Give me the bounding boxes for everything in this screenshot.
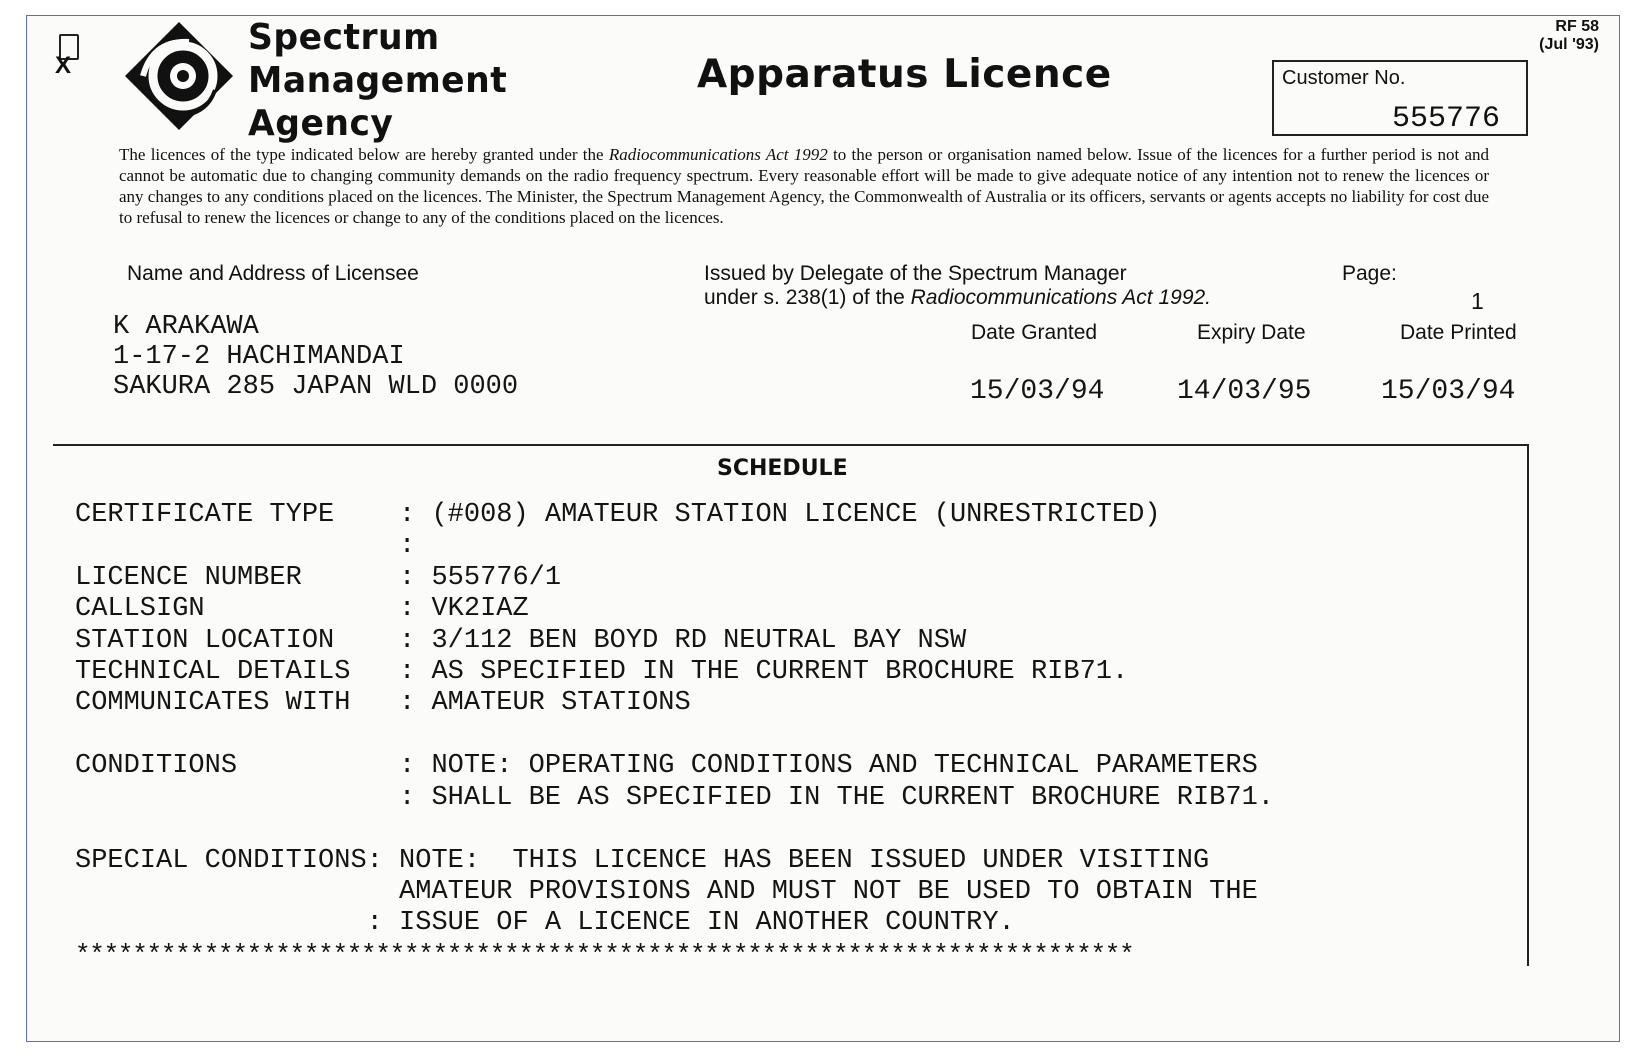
licensee-address: [113, 312, 518, 402]
date-granted-label: Date Granted: [971, 321, 1098, 344]
preamble-act-name: Radiocommunications Act 1992: [608, 145, 828, 164]
licensee-label: Name and Address of Licensee: [127, 262, 419, 285]
preamble-text: [119, 144, 1489, 228]
schedule-row: :: [75, 531, 416, 561]
form-code-date: (Jul '93): [1539, 36, 1599, 53]
expiry-date-label: Expiry Date: [1197, 321, 1306, 344]
schedule-row: : SHALL BE AS SPECIFIED IN THE CURRENT BROCHURE RIB71.: [75, 783, 1274, 813]
date-printed-label: Date Printed: [1400, 321, 1517, 344]
preamble-part: to the person or organisation named below. Issue of the licences for a further period is not and cannot be automatic due to changing community demands on the radio frequency spectrum. Every reasonable effort will be made to give adequate notice of any intention not to renew the licences or any changes to any conditions placed on the licences. The Minister, the Spectrum Management Agency, the Commonwealth of Australia or its officers, servants or agents accepts no liability for cost due to refusal to renew the licences or change to any of the conditions placed on the licences.: [119, 145, 1489, 227]
agency-name-line: Management: [248, 60, 508, 101]
issued-under-line: [704, 286, 1211, 310]
expiry-date-value: 14/03/95: [1177, 376, 1312, 407]
schedule-row: : ISSUE OF A LICENCE IN ANOTHER COUNTRY.: [75, 908, 1015, 938]
schedule-row: CERTIFICATE TYPE : (#008) AMATEUR STATION LICENCE (UNRESTRICTED): [75, 500, 1161, 530]
schedule-row: AMATEUR PROVISIONS AND MUST NOT BE USED TO OBTAIN THE: [75, 877, 1258, 907]
agency-name-line: Spectrum: [248, 17, 440, 58]
schedule-row: CALLSIGN : VK2IAZ: [75, 594, 529, 624]
schedule-row: COMMUNICATES WITH : AMATEUR STATIONS: [75, 688, 691, 718]
date-printed-value: 15/03/94: [1381, 376, 1516, 407]
agency-name: [248, 16, 518, 145]
form-code: [1539, 18, 1599, 54]
schedule-row: STATION LOCATION : 3/112 BEN BOYD RD NEUTRAL BAY NSW: [75, 626, 967, 656]
checkbox-mark: X: [55, 52, 72, 79]
customer-number-label: Customer No.: [1282, 67, 1406, 89]
date-granted-value: 15/03/94: [970, 376, 1105, 407]
agency-name-line: Agency: [248, 103, 394, 144]
form-code-number: RF 58: [1555, 18, 1599, 35]
asterisk-separator: **************************************************************************: [75, 940, 1134, 970]
customer-number-box: [1272, 60, 1528, 136]
page-number: 1: [1471, 288, 1484, 314]
licensee-address-line: 1-17-2 HACHIMANDAI: [113, 342, 405, 372]
schedule-title: SCHEDULE: [717, 456, 848, 481]
customer-number-value: 555776: [1391, 102, 1500, 136]
page-label: Page:: [1342, 262, 1397, 285]
document-title: Apparatus Licence: [697, 52, 1112, 97]
schedule-row: SPECIAL CONDITIONS: NOTE: THIS LICENCE HAS BEEN ISSUED UNDER VISITING: [75, 846, 1210, 876]
licensee-name: K ARAKAWA: [113, 312, 259, 342]
issued-act-name: Radiocommunications Act 1992.: [910, 286, 1212, 309]
issued-by-line: Issued by Delegate of the Spectrum Manager: [704, 262, 1127, 285]
issued-under-prefix: under s. 238(1) of the: [704, 286, 911, 309]
preamble-part: The licences of the type indicated below are hereby granted under the: [119, 145, 609, 164]
schedule-row: TECHNICAL DETAILS : AS SPECIFIED IN THE CURRENT BROCHURE RIB71.: [75, 657, 1129, 687]
agency-logo: [123, 20, 235, 132]
schedule-row: CONDITIONS : NOTE: OPERATING CONDITIONS AND TECHNICAL PARAMETERS: [75, 751, 1258, 781]
licensee-address-line: SAKURA 285 JAPAN WLD 0000: [113, 372, 519, 402]
licence-document: [26, 15, 1620, 1042]
schedule-row: LICENCE NUMBER : 555776/1: [75, 563, 562, 593]
